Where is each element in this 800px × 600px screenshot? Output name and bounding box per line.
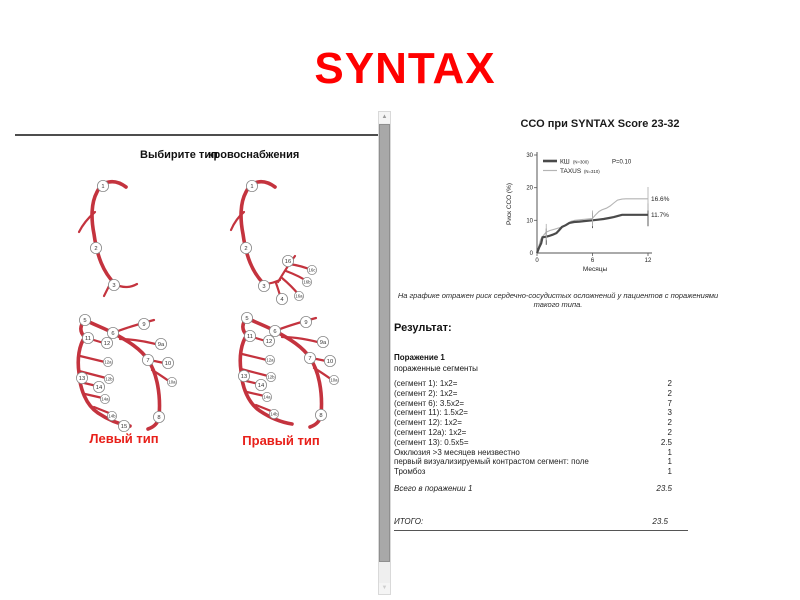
svg-text:9a: 9a [157, 342, 165, 348]
score-row-label: (сегмент 6): 3.5х2= [394, 398, 465, 408]
scrollbar-thumb[interactable] [379, 124, 390, 562]
svg-text:9: 9 [304, 320, 308, 326]
score-row-value: 7 [667, 398, 672, 408]
svg-text:12b: 12b [105, 376, 113, 382]
svg-text:11: 11 [246, 334, 254, 340]
choose-type-label: Выбирите тип [140, 149, 218, 161]
lesion-total-row [394, 484, 672, 493]
svg-text:13: 13 [240, 374, 248, 380]
grand-total-value: 23.5 [652, 517, 668, 526]
svg-text:5: 5 [83, 318, 87, 324]
svg-text:12a: 12a [104, 359, 112, 365]
svg-text:16b: 16b [303, 279, 311, 285]
svg-text:1: 1 [101, 184, 105, 190]
score-row-value: 3 [667, 408, 672, 418]
svg-text:12a: 12a [266, 357, 274, 363]
score-row-label: первый визуализируемый контрастом сегмент: поле [394, 457, 589, 467]
svg-text:2: 2 [94, 246, 98, 252]
up-arrow-icon: ▲ [381, 114, 388, 120]
rca-main-vessel [92, 182, 126, 284]
score-row [394, 438, 672, 448]
svg-text:10: 10 [326, 359, 334, 365]
lca-right-type-diagram[interactable] [224, 303, 349, 433]
svg-text:8: 8 [157, 415, 161, 421]
score-row [394, 379, 672, 389]
score-row [394, 428, 672, 438]
svg-text:14: 14 [257, 383, 265, 389]
svg-text:7: 7 [308, 356, 312, 362]
score-row [394, 408, 672, 418]
segment-markers[interactable] [240, 180, 316, 304]
svg-text:2: 2 [244, 246, 248, 252]
divider-line [15, 134, 378, 136]
svg-text:12: 12 [103, 341, 111, 347]
svg-text:3: 3 [112, 283, 116, 289]
svg-text:6: 6 [111, 331, 115, 337]
svg-text:14b: 14b [270, 411, 278, 417]
score-row-value: 1 [667, 457, 672, 467]
svg-text:16a: 16a [295, 293, 303, 299]
svg-text:9a: 9a [319, 340, 327, 346]
score-row-label: (сегмент 1): 1х2= [394, 379, 458, 388]
scroll-up-button[interactable] [379, 112, 390, 123]
rca-main-vessel [241, 182, 275, 284]
affected-segments-label: пораженные сегменты [394, 364, 478, 373]
p-value-label: P=0.10 [612, 159, 632, 166]
svg-text:14a: 14a [263, 394, 271, 400]
error-bars [546, 187, 648, 245]
lca-left-type-diagram[interactable] [62, 305, 187, 435]
score-row [394, 389, 672, 399]
svg-text:11: 11 [84, 336, 92, 342]
lesion-total-label: Всего в поражении 1 [394, 484, 473, 493]
score-row-label: (сегмент 13): 0.5х5= [394, 437, 469, 447]
score-row-label: Окклюзия >3 месяцев неизвестно [394, 447, 520, 457]
svg-text:14a: 14a [101, 396, 109, 402]
x-tick-label: 6 [590, 258, 595, 264]
svg-text:10: 10 [164, 361, 172, 367]
rca-left-type-diagram[interactable] [62, 172, 182, 307]
x-tick-label: 12 [644, 258, 652, 264]
blood-supply-label: кровоснабжения [208, 149, 300, 161]
svg-text:5: 5 [245, 316, 249, 322]
svg-text:3: 3 [262, 284, 266, 290]
svg-text:13: 13 [78, 376, 86, 382]
lesion-total-value: 23.5 [656, 484, 672, 493]
y-tick-label: 0 [529, 251, 533, 257]
svg-text:15: 15 [120, 424, 128, 430]
score-row-value: 2 [667, 418, 672, 428]
legend-n-taxus: (N=310) [584, 169, 600, 174]
lesion-heading: Поражение 1 [394, 353, 445, 362]
legend-label-cabg: КШ [560, 158, 570, 166]
score-row-value: 2.5 [660, 437, 672, 447]
score-row-value: 2 [667, 379, 672, 388]
score-row [394, 467, 672, 477]
grand-total-label: ИТОГО: [394, 517, 424, 526]
svg-text:14: 14 [95, 385, 103, 391]
page-title: SYNTAX [314, 44, 496, 93]
result-heading: Результат: [394, 322, 452, 334]
score-row-label: (сегмент 2): 1х2= [394, 388, 458, 398]
svg-text:16c: 16c [308, 267, 316, 273]
segment-markers[interactable] [76, 314, 176, 431]
score-row-label: Тромбоз [394, 467, 426, 477]
score-row-value: 1 [667, 467, 672, 477]
down-arrow-icon: ▼ [381, 585, 388, 591]
svg-text:12b: 12b [267, 374, 275, 380]
scroll-down-button[interactable] [379, 583, 390, 594]
legend-n-cabg: (N=300) [573, 159, 589, 165]
score-row [394, 418, 672, 428]
rca-right-type-diagram[interactable] [222, 172, 342, 307]
score-row-label: (сегмент 12а): 1х2= [394, 427, 467, 437]
y-axis-label: Риск ССО (%) [506, 182, 513, 226]
score-rows [394, 379, 672, 477]
y-tick-label: 30 [526, 153, 533, 159]
svg-text:7: 7 [146, 358, 150, 364]
svg-text:12: 12 [265, 339, 273, 345]
legend-label-taxus: TAXUS [560, 168, 582, 175]
taxus-end-label: 16.6% [651, 196, 670, 203]
score-row [394, 457, 672, 467]
score-row-label: (сегмент 12): 1х2= [394, 418, 462, 428]
svg-text:14b: 14b [108, 413, 116, 419]
svg-text:6: 6 [273, 329, 277, 335]
score-row-value: 1 [667, 447, 672, 457]
score-row-label: (сегмент 11): 1.5х2= [394, 408, 468, 418]
chart-title: ССО при SYNTAX Score 23-32 [520, 118, 680, 130]
grand-total-row [394, 517, 688, 531]
y-tick-label: 20 [526, 185, 533, 192]
svg-text:10a: 10a [330, 377, 338, 383]
score-row-value: 2 [667, 427, 672, 437]
svg-text:9: 9 [142, 322, 146, 328]
scrollbar[interactable] [378, 111, 391, 595]
svg-text:8: 8 [319, 413, 323, 419]
right-type-label[interactable]: Правый тип [242, 433, 320, 448]
x-axis-label: Месяцы [582, 266, 608, 273]
y-tick-label: 10 [526, 218, 533, 225]
svg-text:10a: 10a [168, 379, 176, 385]
x-tick-label: 0 [535, 258, 539, 264]
svg-text:4: 4 [280, 297, 284, 303]
score-row [394, 399, 672, 409]
svg-text:16: 16 [284, 259, 292, 265]
score-row-value: 2 [667, 388, 672, 398]
svg-text:1: 1 [250, 184, 254, 190]
left-type-label[interactable]: Левый тип [89, 431, 159, 446]
chart-caption: На графике отражен риск сердечно-сосудистых осложнений у пациентов с поражениями такого типа. [397, 291, 719, 309]
score-row [394, 448, 672, 458]
cabg-end-label: 11.7% [651, 212, 669, 219]
syntax-risk-chart [500, 140, 730, 290]
